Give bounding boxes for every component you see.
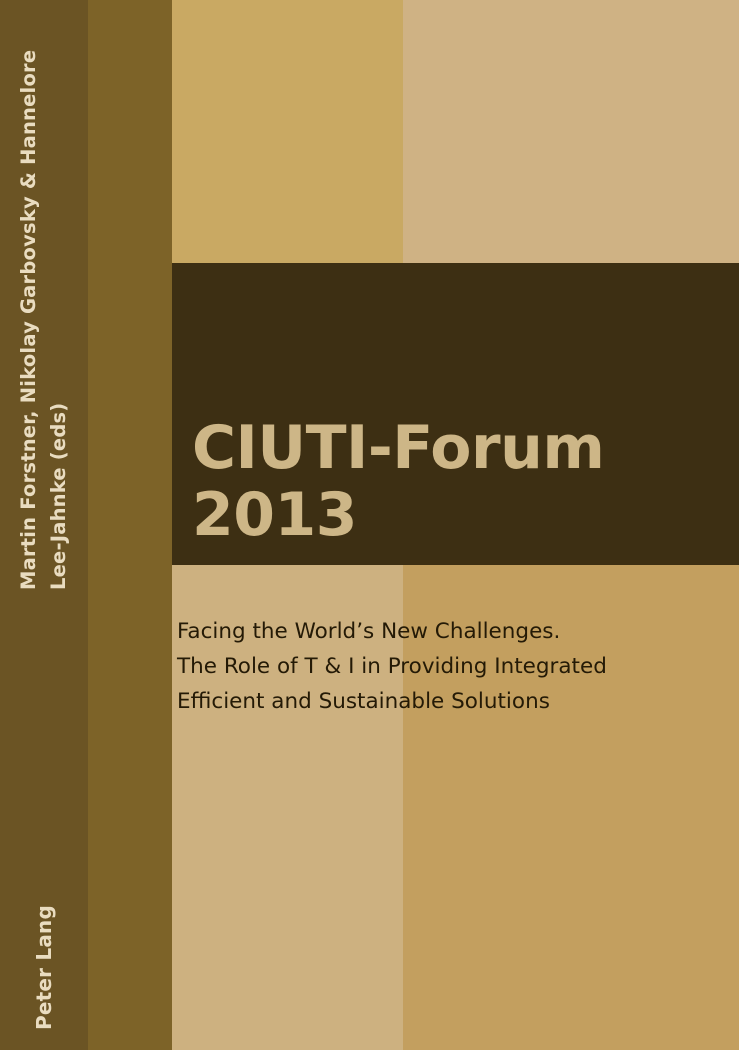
book-subtitle-line-3: Efficient and Sustainable Solutions [177,689,550,714]
book-subtitle [177,614,722,719]
book-title-line-2: 2013 [192,480,357,550]
book-title-line-1: CIUTI-Forum [192,413,605,483]
left-band [88,0,172,1050]
spine-authors: Martin Forstner, Nikolay Garbovsky & Hannelore Lee-Jahnke (eds) [17,49,70,590]
book-title [192,415,712,549]
book-subtitle-line-1: Facing the World’s New Challenges. [177,619,561,644]
book-subtitle-line-2: The Role of T & I in Providing Integrated [177,654,607,679]
top-right-color-block [403,0,739,263]
spine-publisher: Peter Lang [32,905,56,1030]
top-left-color-block [172,0,403,263]
